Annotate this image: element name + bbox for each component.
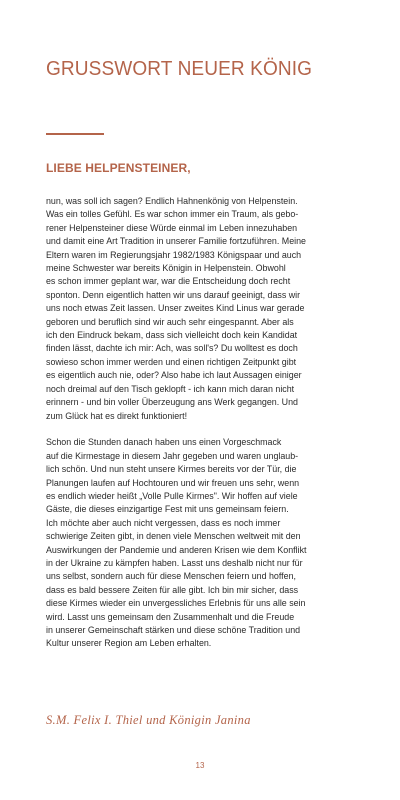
text-line: Was ein tolles Gefühl. Es war schon immer ein Traum, als gebo- [46, 209, 299, 220]
page-number: 13 [195, 761, 205, 770]
text-line: Auswirkungen der Pandemie und anderen Krisen wie dem Konflikt [46, 544, 307, 555]
text-line: ich den Eindruck bekam, dass sich vielleicht doch kein Kandidat [46, 330, 298, 341]
signature: S.M. Felix I. Thiel und Königin Janina [46, 713, 251, 727]
text-line: sowieso schon immer werden und einen richtigen Zeitpunkt gibt [46, 356, 297, 367]
text-line: uns noch etwas Zeit lassen. Unser zweites Kind Linus war gerade [46, 303, 305, 314]
text-line: Planungen laufen auf Hochtouren und wir freuen uns sehr, wenn [46, 477, 300, 488]
text-line: Gäste, die dieses einzigartige Fest mit uns gemeinsam feiern. [46, 504, 289, 515]
text-line: Schon die Stunden danach haben uns einen Vorgeschmack [46, 437, 282, 448]
title-divider [46, 133, 104, 135]
text-line: es eigentlich auch nie, oder? Also habe ich laut Aussagen einiger [46, 370, 302, 381]
text-line: rener Helpensteiner diese Würde einmal im Leben innezuhaben [46, 222, 298, 233]
page-title: GRUSSWORT NEUER KÖNIG [46, 57, 313, 80]
text-line: wird. Lasst uns gemeinsam den Zusammenhalt und die Freude [46, 611, 295, 622]
text-line: Eltern waren im Regierungsjahr 1982/1983 Königspaar und auch [46, 249, 302, 260]
text-line: nun, was soll ich sagen? Endlich Hahnenkönig von Helpenstein. [46, 196, 298, 206]
text-line: in der Ukraine zu kämpfen haben. Lasst uns deshalb nicht nur für [46, 557, 303, 568]
text-line: es endlich wieder heißt „Volle Pulle Kirmes". Wir hoffen auf viele [46, 490, 298, 501]
body-paragraph [46, 195, 368, 423]
text-line: in unserer Gemeinschaft stärken und diese schöne Tradition und [46, 624, 301, 635]
text-line: dass es bald bessere Zeiten für alle gibt. Ich bin mir sicher, dass [46, 584, 299, 595]
text-line: noch dreimal auf den Tisch geklopft - ich kann mich daran nicht [46, 383, 295, 394]
text-line: schwierige Zeiten gibt, in denen viele Menschen weltweit mit den [46, 531, 301, 542]
text-line: diese Kirmes wieder ein unvergessliches Erlebnis für uns alle sein [46, 598, 306, 609]
text-line: es schon immer geplant war, war die Entscheidung doch recht [46, 276, 291, 287]
text-line: meine Schwester war bereits Königin in Helpenstein. Obwohl [46, 263, 286, 274]
text-line: geboren und beruflich sind wir auch sehr eingespannt. Aber als [46, 316, 294, 327]
body-text [46, 195, 368, 664]
text-line: erinnern - und bin voller Überzeugung ans Werk gegangen. Und [46, 397, 298, 408]
salutation-heading: LIEBE HELPENSTEINER, [46, 161, 191, 175]
text-line: uns selbst, sondern auch für diese Menschen feiern und hoffen, [46, 571, 296, 582]
body-paragraph [46, 436, 368, 651]
text-line: Kultur unserer Region am Leben erhalten. [46, 638, 212, 649]
text-line: auf die Kirmestage in diesem Jahr gegeben und waren unglaub- [46, 450, 299, 461]
text-line: lich schön. Und nun steht unsere Kirmes bereits vor der Tür, die [46, 464, 297, 475]
text-line: und damit eine Art Tradition in unserer Familie fortzuführen. Meine [46, 236, 306, 247]
text-line: sponton. Denn eigentlich hatten wir uns darauf geeinigt, dass wir [46, 289, 301, 300]
text-line: finden lässt, dachte ich mir: Ach, was soll's? Du wolltest es doch [46, 343, 298, 354]
text-line: zum Glück hat es direkt funktioniert! [46, 410, 188, 421]
text-line: Ich möchte aber auch nicht vergessen, dass es noch immer [46, 517, 281, 528]
